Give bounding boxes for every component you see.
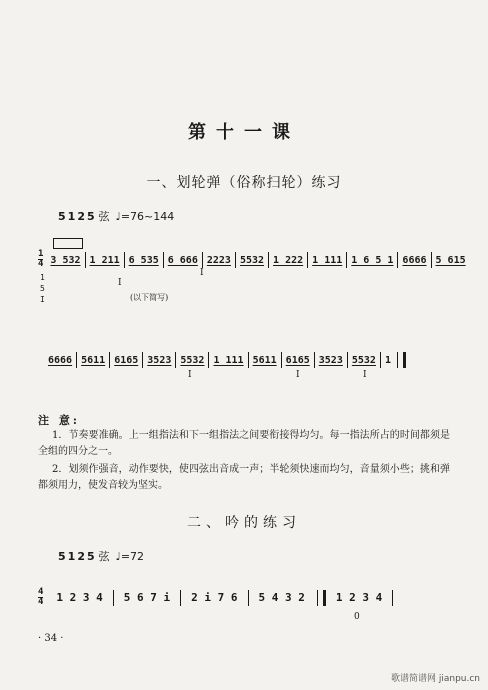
tuning-note: 2	[77, 210, 85, 223]
measure: 5532	[351, 355, 376, 366]
tuning-note: 1	[67, 550, 76, 563]
page-number: · 34 ·	[38, 633, 64, 644]
measure: 5532	[239, 254, 265, 266]
measure: 1 2 3 4	[335, 590, 383, 604]
section-1-title: 一、划轮弹（俗称扫轮）练习	[146, 175, 342, 191]
pluck-mark: I	[188, 370, 192, 380]
measure: 5611	[252, 355, 277, 366]
tuning-label: 弦	[98, 210, 110, 223]
measure: 6165	[285, 355, 310, 366]
pluck-mark: I	[296, 370, 300, 380]
measure: 6 666	[167, 254, 198, 266]
tuning-note: 5	[58, 210, 66, 223]
measure: 1	[384, 355, 391, 366]
measure: 1 222	[273, 254, 304, 266]
staff-line-2	[44, 352, 406, 368]
pluck-mark: I	[200, 268, 204, 278]
measure: 6 535	[128, 254, 159, 266]
abbrev-note: (以下简写)	[130, 293, 169, 302]
section-2-tuning	[58, 548, 144, 564]
tempo-marking: ♩=76~144	[115, 210, 175, 223]
lesson-title: 第十一课	[188, 122, 300, 143]
notes-heading: 注 意:	[38, 414, 80, 427]
fingering-mark: 0	[354, 612, 360, 622]
measure: 1 6 5 1	[351, 254, 394, 266]
tuning-note: 5	[58, 550, 66, 563]
measure: 5 4 3 2	[258, 590, 305, 604]
fingering-box	[53, 238, 83, 249]
measure: 5 615	[435, 254, 466, 266]
measure: 1 211	[89, 254, 120, 266]
note-item-2: 2．划须作强音，动作要快，使四弦出音成一声；半轮须快速而均匀，音量须小些；挑和弹都须用力，使发音较为坚实。	[38, 464, 450, 491]
measure: 3523	[147, 355, 172, 366]
measure: 1 111	[213, 355, 244, 366]
measure: 2223	[206, 254, 231, 266]
measure: 5532	[180, 355, 205, 366]
watermark: 歌谱简谱网 jianpu.cn	[390, 674, 480, 684]
measure: 1 111	[312, 254, 343, 266]
tuning-note: 1	[67, 210, 76, 223]
tempo-marking: ♩=72	[115, 550, 145, 563]
fingering-marks-line-1: 1 5 I	[40, 273, 45, 304]
measure: 2 i 7 6	[191, 590, 238, 604]
measure: 6666	[402, 254, 427, 266]
measure: 6165	[114, 355, 139, 366]
measure: 3 532	[50, 254, 81, 266]
measure: 5 6 7 i	[123, 590, 171, 604]
pluck-mark: I	[363, 370, 367, 380]
measure: 3523	[318, 355, 343, 366]
measure: 5611	[81, 355, 106, 366]
time-signature: $\frac{1}{4}$	[38, 249, 44, 269]
measure: 1 2 3 4	[56, 590, 103, 604]
time-signature: $\frac{4}{4}$	[38, 587, 44, 607]
staff-line-3	[38, 588, 393, 607]
tuning-note: 5	[86, 210, 95, 223]
section-2-title: 二、吟的练习	[187, 515, 301, 531]
staff-line-1	[38, 250, 470, 269]
tuning-note: 2	[77, 550, 85, 563]
tuning-note: 5	[86, 550, 95, 563]
section-1-tuning	[58, 208, 174, 224]
measure: 6666	[48, 355, 73, 366]
note-item-1: 1．节奏要准确。上一组指法和下一组指法之间要衔接得均匀。每一指法所占的时间都须是全组的四分之一。	[38, 430, 450, 457]
tuning-label: 弦	[98, 550, 110, 563]
pluck-mark: I	[118, 278, 122, 288]
